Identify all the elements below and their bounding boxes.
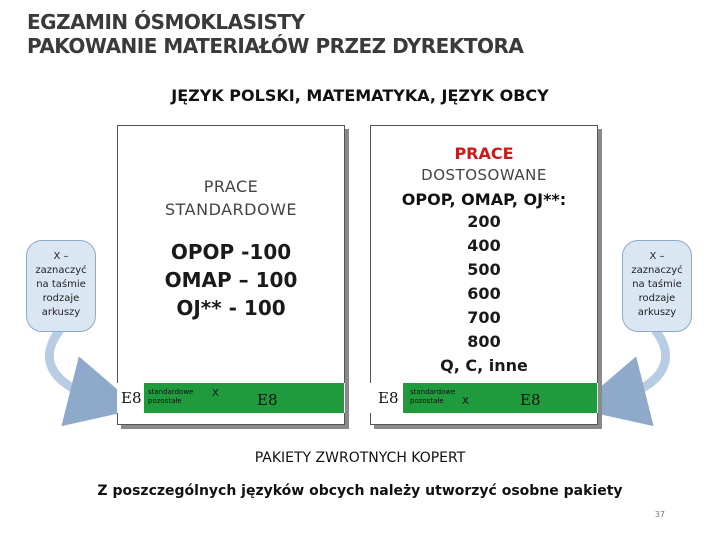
adapted-papers-panel <box>370 125 598 425</box>
standard-item: OMAP – 100 <box>164 268 298 292</box>
adapted-item: 500 <box>467 260 501 279</box>
tape-code-right: E8 <box>520 391 541 409</box>
tape-code-left: E8 <box>121 389 142 407</box>
standard-item: OJ** - 100 <box>176 296 286 320</box>
left-note-line: arkuszy <box>41 307 81 318</box>
adapted-item: 400 <box>467 236 501 255</box>
tape-option-other: pozostałe <box>148 397 182 405</box>
standard-tape <box>117 383 345 413</box>
right-note-line: zaznaczyć <box>631 265 683 276</box>
standard-papers-panel <box>117 125 345 425</box>
right-note-line: arkuszy <box>637 307 677 318</box>
left-note-line: zaznaczyć <box>35 265 87 276</box>
tape-option-other: pozostałe <box>410 397 444 405</box>
tape-option-standard: standardowe <box>148 388 194 396</box>
adapted-item: 600 <box>467 284 501 303</box>
right-note-line: na taśmie <box>632 279 682 290</box>
right-note-line: rodzaje <box>638 293 676 304</box>
standard-label-line-1: PRACE <box>203 177 259 196</box>
adapted-tape <box>370 383 598 413</box>
adapted-items <box>371 210 597 378</box>
left-note-line: rodzaje <box>42 293 80 304</box>
tape-mark: X <box>462 396 469 407</box>
tape-code-right: E8 <box>257 391 278 409</box>
adapted-item: 800 <box>467 332 501 351</box>
adapted-item: 700 <box>467 308 501 327</box>
tape-code-left: E8 <box>378 389 399 407</box>
adapted-item: 200 <box>467 212 501 231</box>
return-envelopes-heading: PAKIETY ZWROTNYCH KOPERT <box>254 450 466 466</box>
title-line-2: PAKOWANIE MATERIAŁÓW PRZEZ DYREKTORA <box>27 34 524 58</box>
right-arrow-icon <box>610 330 666 400</box>
tape-option-standard: standardowe <box>410 388 456 396</box>
adapted-item: Q, C, inne <box>440 356 528 375</box>
title-line-1: EGZAMIN ÓSMOKLASISTY <box>27 10 305 34</box>
left-note-line: na taśmie <box>36 279 86 290</box>
left-note-line: X – <box>53 251 69 262</box>
adapted-label-line-2: DOSTOSOWANE <box>421 166 547 184</box>
right-note-line: X – <box>649 251 665 262</box>
right-side-note <box>622 240 692 332</box>
left-side-note <box>26 240 96 332</box>
standard-label-line-2: STANDARDOWE <box>164 200 298 219</box>
subject-list: JĘZYK POLSKI, MATEMATYKA, JĘZYK OBCY <box>171 86 549 105</box>
tape-mark: X <box>212 388 219 399</box>
adapted-codes: OPOP, OMAP, OJ**: <box>401 190 567 209</box>
adapted-label-line-1: PRACE <box>454 144 514 163</box>
language-packages-note: Z poszczególnych języków obcych należy utworzyć osobne pakiety <box>97 483 623 499</box>
left-arrow-icon <box>49 330 105 400</box>
standard-item: OPOP -100 <box>170 240 292 264</box>
page-number: 37 <box>654 510 665 519</box>
